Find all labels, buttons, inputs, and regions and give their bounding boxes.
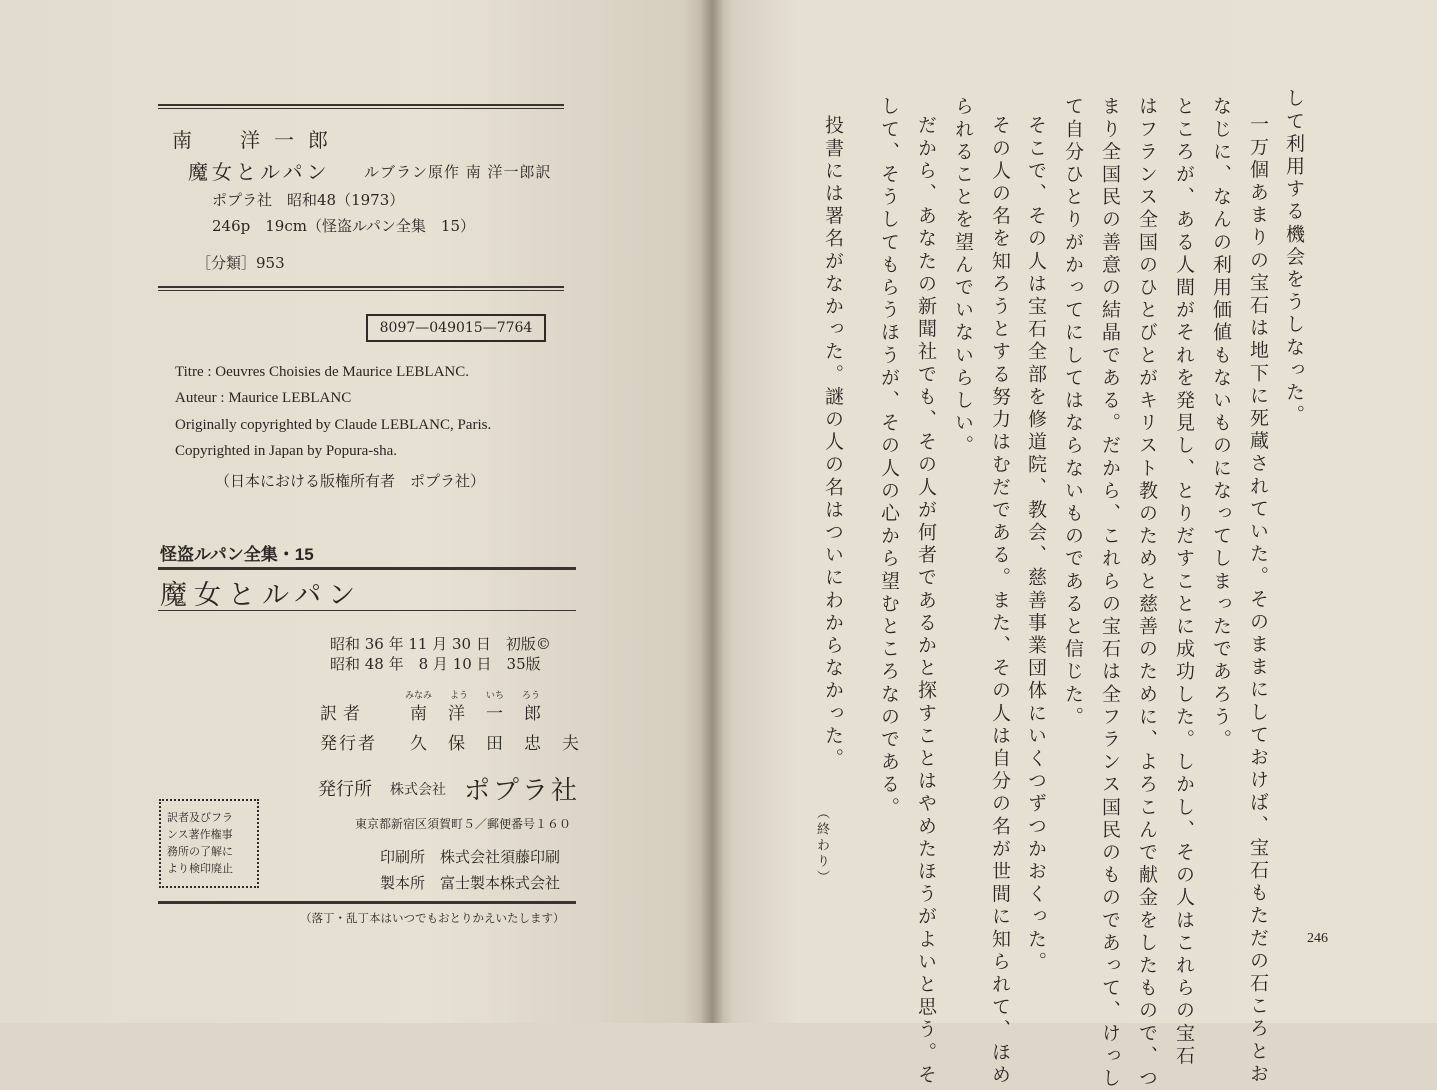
series-name: 怪盗ルパン全集・15 [160, 545, 314, 564]
text-column: はフランス全国のひとびとがキリスト教のためと慈善のために、よろこんで献金をしたもので、つ [1136, 96, 1158, 1090]
translator-label: 訳者 [320, 704, 366, 724]
stamp-line: 務所の了解に [167, 845, 233, 858]
text-column: 投書には署名がなかった。謎の人の名はついにわからなかった。 [822, 115, 844, 771]
biblio-author: 南 洋一郎 [172, 128, 342, 152]
biblio-publisher: ポプラ社 昭和48（1973） [212, 191, 405, 209]
biblio-credit: ルブラン原作 南 洋一郎訳 [364, 163, 552, 181]
biblio-top-rule [158, 104, 564, 109]
copyright-line: Titre : Oeuvres Choisies de Maurice LEBLANC. [175, 364, 469, 380]
title-top-rule [158, 567, 576, 570]
text-column: なじに、なんの利用価値もないものになってしまったであろう。 [1210, 96, 1232, 752]
text-column: して、そうしてもらうほうが、その人の心から望むところなのである。 [878, 96, 900, 820]
edition-current: 昭和 48 年 8 月 10 日 35版 [330, 655, 541, 673]
edition-first: 昭和 36 年 11 月 30 日 初版© [330, 635, 551, 653]
text-column: して利用する機会をうしなった。 [1283, 88, 1305, 427]
page-number: 246 [1307, 931, 1328, 946]
text-column: られることを望んでいないらしい。 [952, 96, 974, 458]
text-column: て自分ひとりがかってにしてはならないものであると信じた。 [1062, 96, 1084, 729]
publisher-corp: 株式会社 [390, 782, 446, 798]
biblio-physical: 246p 19cm（怪盗ルパン全集 15） [212, 217, 475, 235]
translator-ruby: みなみ よう いち ろう [405, 691, 541, 701]
stamp-line: ンス著作権事 [167, 828, 233, 841]
biblio-bottom-rule [158, 286, 564, 291]
publisher-address: 東京都新宿区須賀町５／郵便番号１６０ [355, 817, 572, 831]
book-gutter [700, 0, 724, 1023]
publisher-label: 発行所 [318, 779, 372, 800]
text-column: その人の名を知ろうとする努力はむだである。また、その人は自分の名が世間に知られて、ほめ [989, 115, 1011, 1087]
notice-rule [158, 901, 576, 904]
copyright-line: Originally copyrighted by Claude LEBLANC, Paris. [175, 417, 492, 433]
publisher-name: ポプラ社 [464, 776, 581, 806]
text-column: 一万個あまりの宝石は地下に死蔵されていた。そのままにしておけば、宝石もただの石ころとお [1247, 114, 1269, 1086]
book-title: 魔女とルパン [160, 580, 363, 611]
closing-mark: （終わり） [814, 806, 829, 886]
copyright-line: Copyrighted in Japan by Popura-sha. [175, 443, 398, 459]
replacement-notice: （落丁・乱丁本はいつでもおとりかえいたします） [300, 911, 565, 925]
copyright-line: Auteur : Maurice LEBLANC [175, 390, 352, 406]
stamp-line: より検印廃止 [167, 862, 233, 875]
text-column: そこで、その人は宝石全部を修道院、教会、慈善事業団体にいくつずつかおくった。 [1025, 115, 1047, 974]
issuer-name: 久 保 田 忠 夫 [410, 734, 581, 754]
printer-line: 印刷所 株式会社須藤印刷 [380, 848, 561, 866]
colophon-page [0, 0, 712, 1023]
translator-name: 南 洋 一 郎 [410, 704, 543, 724]
title-bottom-rule [158, 610, 576, 611]
issuer-label: 発行者 [320, 734, 377, 754]
seal-waiver-stamp [159, 799, 259, 888]
binder-line: 製本所 富士製本株式会社 [380, 874, 561, 892]
stamp-line: 訳者及びフラ [167, 811, 233, 824]
text-column: だから、あなたの新聞社でも、その人が何者であるかと探すことはやめたほうがよいと思う。そ [915, 115, 937, 1087]
book-code: 8097—049015—7764 [379, 320, 533, 336]
biblio-title: 魔女とルパン [188, 160, 331, 184]
copyright-line: （日本における版権所有者 ポプラ社） [215, 474, 486, 490]
text-column: まり全国民の善意の結晶である。だから、これらの宝石は全フランス国民のものであって、けっし [1099, 96, 1121, 1090]
text-column: ところが、ある人間がそれを発見し、とりだすことに成功した。しかし、その人はこれらの宝石 [1173, 96, 1195, 1068]
book-code-box [366, 314, 546, 342]
biblio-classification: ［分類］953 [196, 254, 285, 272]
